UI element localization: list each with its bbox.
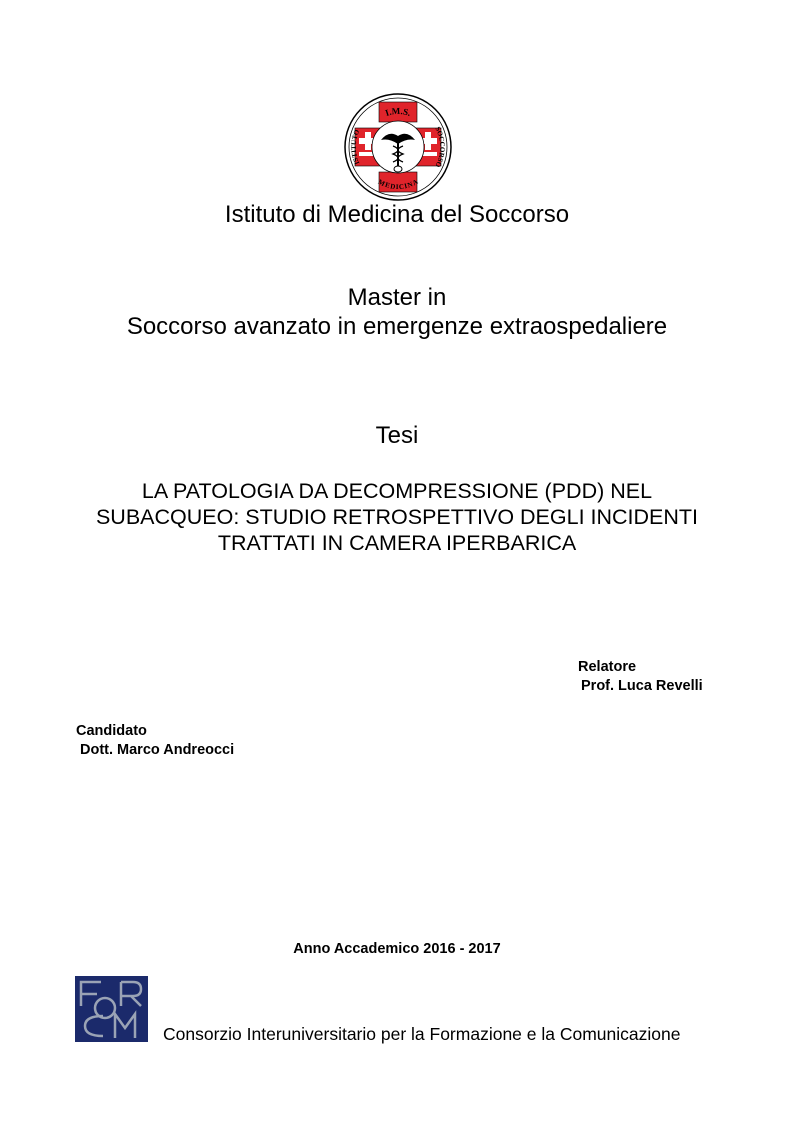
forcom-logo: [75, 976, 148, 1042]
thesis-title-line-3: TRATTATI IN CAMERA IPERBARICA: [217, 531, 577, 555]
logo-top-text: I.M.S.: [383, 105, 413, 118]
relatore-name: Prof. Luca Revelli: [581, 678, 703, 694]
thesis-title: [0, 478, 794, 556]
master-line-2: Soccorso avanzato in emergenze extraospedaliere: [126, 313, 668, 340]
institute-name: Istituto di Medicina del Soccorso: [224, 201, 570, 228]
relatore-label: Relatore: [578, 659, 637, 675]
ims-seal-logo: [343, 92, 453, 202]
logo-left-text: ISTITUTO: [349, 128, 362, 166]
candidato-name: Dott. Marco Andreocci: [80, 742, 235, 758]
logo-bottom-text: MEDICINA: [376, 177, 420, 192]
consortium-name: Consorzio Interuniversitario per la Formazione e la Comunicazione: [163, 1024, 681, 1044]
academic-year: Anno Accademico 2016 - 2017: [293, 941, 501, 957]
thesis-title-line-1: LA PATOLOGIA DA DECOMPRESSIONE (PDD) NEL: [141, 479, 653, 503]
logo-right-text: SOCCORSO: [433, 125, 447, 169]
document-type: Tesi: [375, 422, 419, 449]
master-line-1: Master in: [347, 284, 447, 311]
candidato-label: Candidato: [76, 723, 147, 739]
thesis-title-line-2: SUBACQUEO: STUDIO RETROSPETTIVO DEGLI INCIDENTI: [95, 505, 699, 529]
